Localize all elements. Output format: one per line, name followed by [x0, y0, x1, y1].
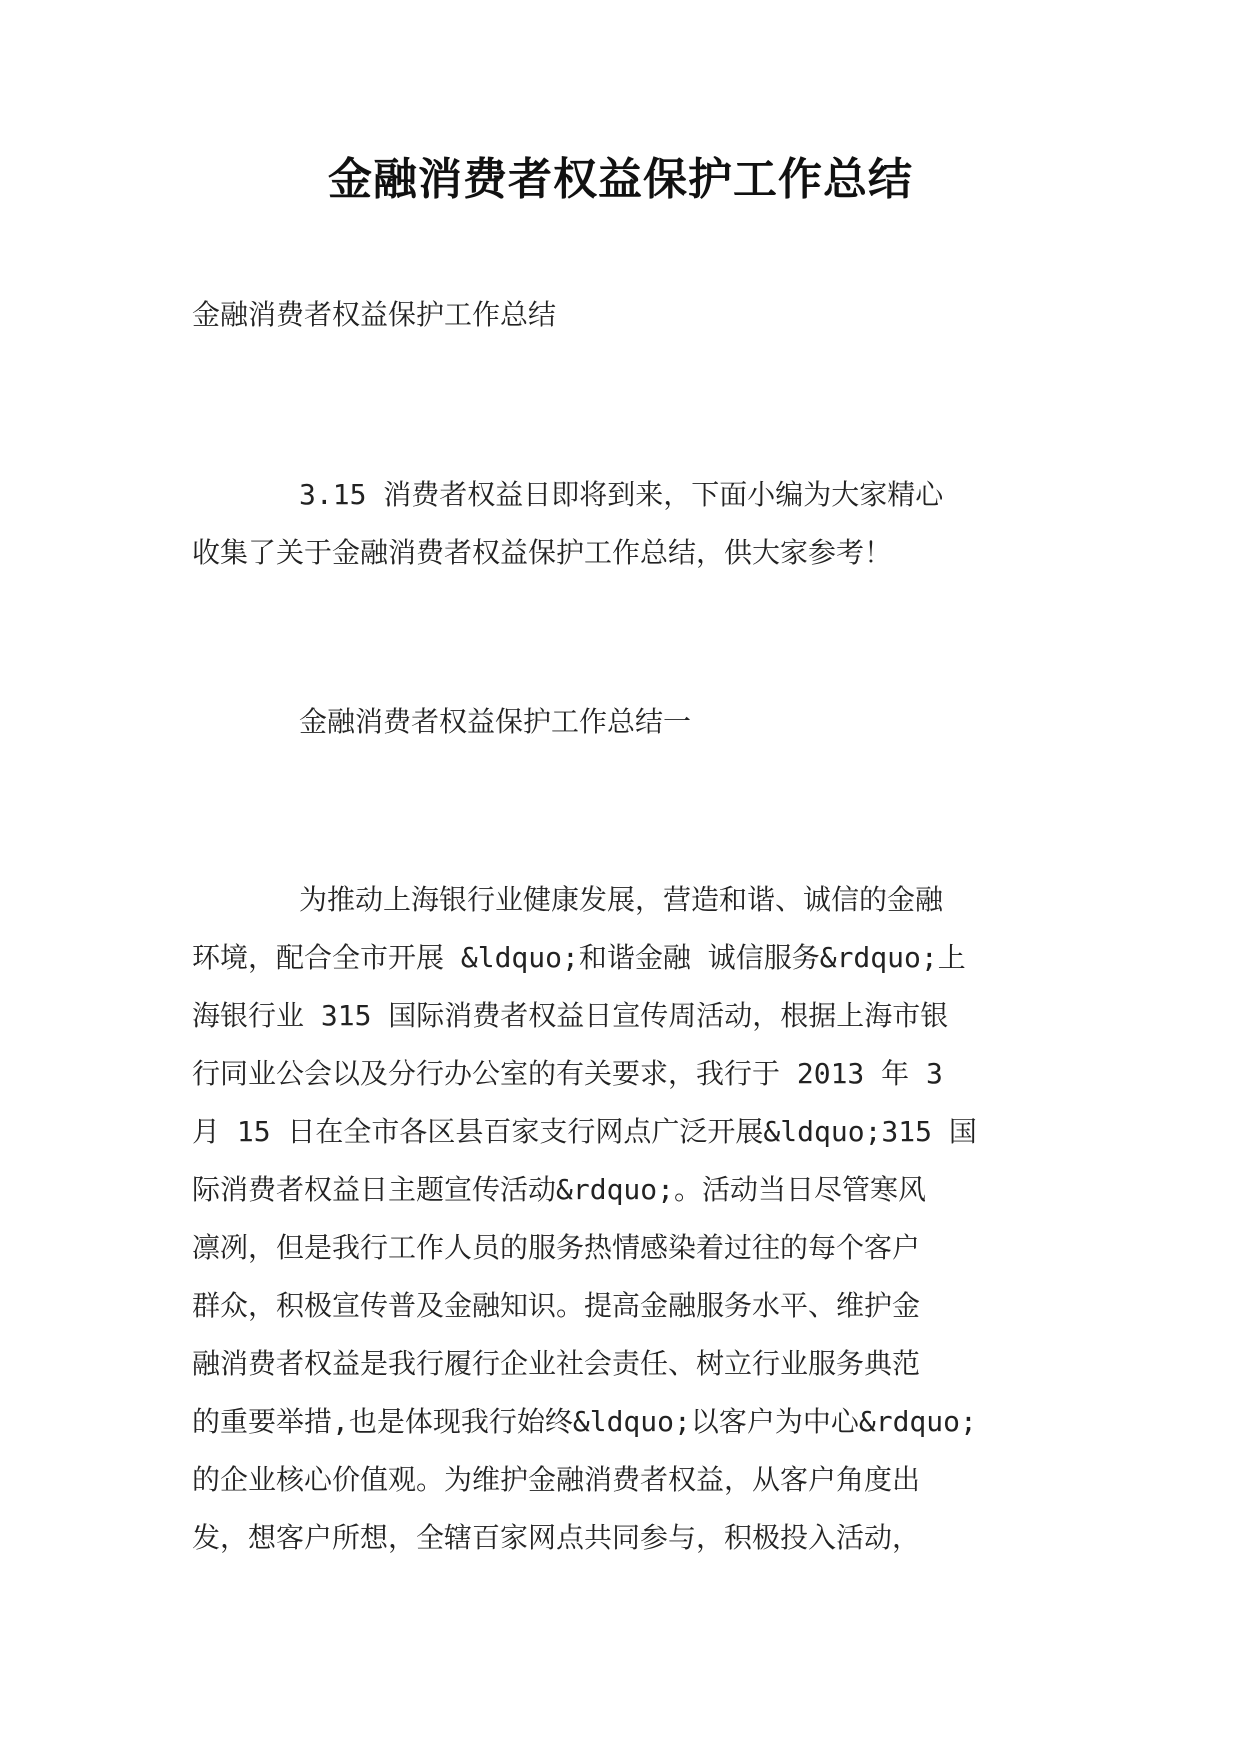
body-line: 群众，积极宣传普及金融知识。提高金融服务水平、维护金: [192, 1289, 921, 1322]
body-line: 的重要举措,也是体现我行始终&ldquo;以客户为中心&rdquo;: [192, 1405, 977, 1438]
section-heading: [192, 693, 1052, 751]
body-line: 海银行业 315 国际消费者权益日宣传周活动，根据上海市银: [192, 999, 949, 1032]
body-line: 行同业公会以及分行办公室的有关要求，我行于 2013 年 3: [192, 1057, 943, 1090]
body-line: 月 15 日在全市各区县百家支行网点广泛开展&ldquo;315 国: [192, 1115, 977, 1148]
body-line: 际消费者权益日主题宣传活动&rdquo;。活动当日尽管寒风: [192, 1173, 927, 1206]
document-subtitle: 金融消费者权益保护工作总结: [192, 298, 557, 331]
body-paragraph: [192, 871, 1052, 1567]
body-line: 环境，配合全市开展 &ldquo;和谐金融 诚信服务&rdquo;上: [192, 941, 966, 974]
body-line: 凛冽，但是我行工作人员的服务热情感染着过往的每个客户: [192, 1231, 921, 1264]
body-line: 融消费者权益是我行履行企业社会责任、树立行业服务典范: [192, 1347, 921, 1380]
intro-line: 收集了关于金融消费者权益保护工作总结，供大家参考！: [192, 536, 893, 569]
section-heading-text: 金融消费者权益保护工作总结一: [299, 705, 692, 738]
intro-line: 3.15 消费者权益日即将到来，下面小编为大家精心: [299, 478, 944, 511]
body-line: 的企业核心价值观。为维护金融消费者权益，从客户角度出: [192, 1463, 921, 1496]
document-title: 金融消费者权益保护工作总结: [328, 154, 913, 205]
body-line: 发，想客户所想，全辖百家网点共同参与，积极投入活动，: [192, 1521, 921, 1554]
body-line: 为推动上海银行业健康发展，营造和谐、诚信的金融: [299, 883, 944, 916]
intro-paragraph: [192, 466, 1052, 582]
